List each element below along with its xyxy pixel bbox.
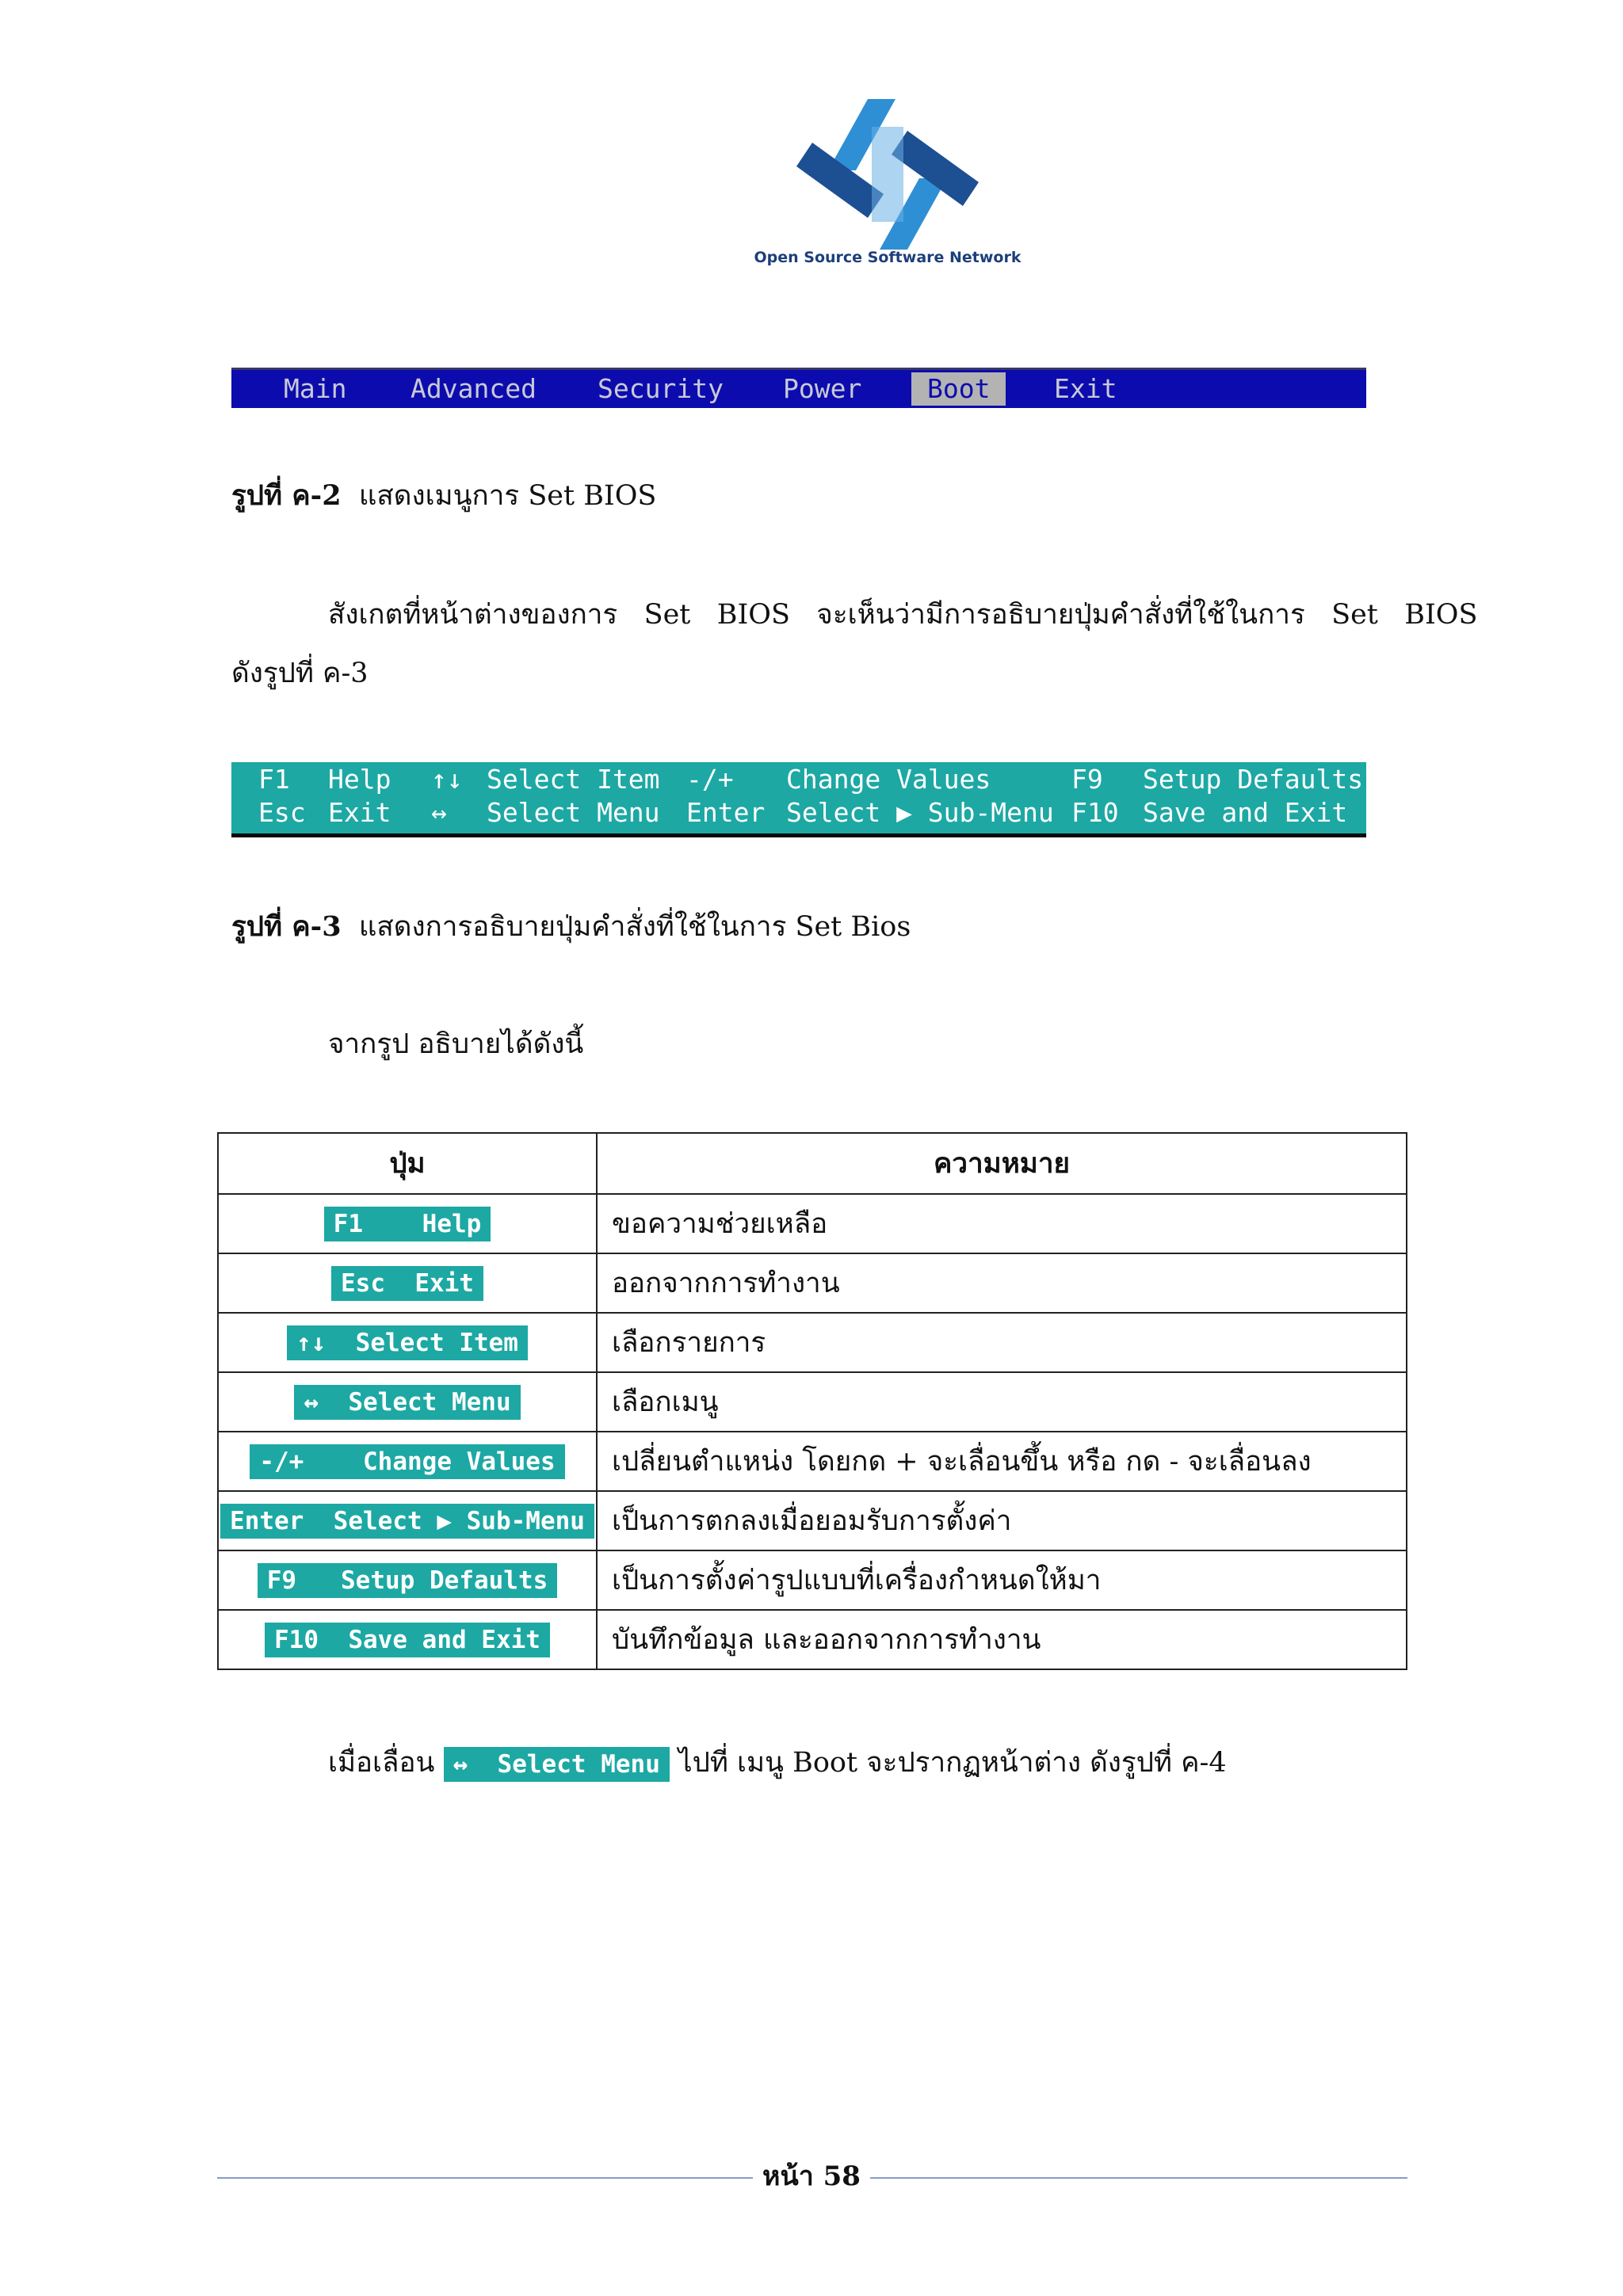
caption-text: แสดงเมนูการ Set BIOS: [358, 480, 657, 512]
key-meaning-table: [217, 1132, 1407, 1670]
caption-text: แสดงการอธิบายปุ่มคำสั่งที่ใช้ในการ Set Bios: [358, 911, 911, 943]
help-desc: Setup Defaults: [1143, 764, 1364, 795]
menu-item-advanced: Advanced: [411, 373, 537, 404]
paragraph-line: สังเกตที่หน้าต่างของการ Set BIOS จะเห็นว่ามีการอธิบายปุ่มคำสั่งที่ใช้ในการ Set BIOS: [328, 599, 1478, 631]
closing-before: เมื่อเลื่อน: [328, 1747, 435, 1779]
table-row: [218, 1550, 1407, 1610]
meaning-cell: ออกจากการทำงาน: [597, 1253, 1407, 1313]
help-key: ↑↓: [431, 764, 463, 795]
meaning-cell: บันทึกข้อมูล และออกจากการทำงาน: [597, 1610, 1407, 1669]
key-chip-f9: F9 Setup Defaults: [258, 1563, 558, 1598]
meaning-cell: ขอความช่วยเหลือ: [597, 1194, 1407, 1253]
caption-label: รูปที่ ค-2: [231, 479, 342, 512]
key-chip-f10: F10 Save and Exit: [265, 1623, 550, 1657]
table-row: [218, 1491, 1407, 1550]
help-desc: Select Item: [487, 764, 660, 795]
help-key: Enter: [686, 797, 766, 828]
page-number: หน้า 58: [762, 2161, 861, 2192]
footer-rule-right: [870, 2177, 1407, 2179]
menu-item-exit: Exit: [1054, 373, 1117, 404]
help-key: -/+: [686, 764, 734, 795]
help-key: F9: [1071, 764, 1103, 795]
logo-text: Open Source Software Network: [754, 249, 1022, 266]
meaning-cell: เป็นการตกลงเมื่อยอมรับการตั้งค่า: [597, 1491, 1407, 1550]
osn-logo-icon: [713, 87, 1062, 269]
help-desc: Select ▶ Sub-Menu: [786, 797, 1054, 828]
menu-item-boot: Boot: [911, 372, 1006, 406]
meaning-cell: เปลี่ยนตำแหน่ง โดยกด + จะเลื่อนขึ้น หรือ กด - จะเลื่อนลง: [597, 1432, 1407, 1491]
table-row: [218, 1194, 1407, 1253]
bios-menu-bar: [231, 368, 1366, 408]
help-desc: Save and Exit: [1143, 797, 1348, 828]
key-chip-f1: F1 Help: [324, 1207, 491, 1241]
meaning-cell: เป็นการตั้งค่ารูปแบบที่เครื่องกำหนดให้มา: [597, 1550, 1407, 1610]
menu-item-main: Main: [284, 373, 347, 404]
menu-item-security: Security: [598, 373, 724, 404]
key-chip-esc: Esc Exit: [331, 1266, 483, 1301]
key-chip-select-menu: ↔ Select Menu: [294, 1385, 520, 1420]
paragraph-line: ดังรูปที่ ค-3: [231, 658, 369, 689]
key-chip-enter: Enter Select ▶ Sub-Menu: [220, 1504, 594, 1539]
menu-item-power: Power: [783, 373, 862, 404]
help-desc: Exit: [328, 797, 391, 828]
help-key: F1: [258, 764, 290, 795]
table-row: [218, 1610, 1407, 1669]
help-key: Esc: [258, 797, 306, 828]
closing-after: ไปที่ เมนู Boot จะปรากฏหน้าต่าง ดังรูปที่ ค-4: [678, 1747, 1227, 1779]
logo: [713, 87, 1062, 285]
key-chip-select-item: ↑↓ Select Item: [287, 1325, 528, 1360]
header-meaning: ความหมาย: [597, 1133, 1407, 1194]
table-row: [218, 1313, 1407, 1372]
table-header-row: [218, 1133, 1407, 1194]
header-key: ปุ่ม: [218, 1133, 597, 1194]
meaning-cell: เลือกรายการ: [597, 1313, 1407, 1372]
table-row: [218, 1372, 1407, 1432]
table-row: [218, 1253, 1407, 1313]
paragraph-line: จากรูป อธิบายได้ดังนี้: [328, 1028, 584, 1060]
meaning-cell: เลือกเมนู: [597, 1372, 1407, 1432]
caption-figure-k2: [231, 477, 656, 515]
caption-label: รูปที่ ค-3: [231, 910, 342, 943]
help-key: ↔: [431, 797, 447, 828]
footer-rule-left: [217, 2177, 753, 2179]
bios-help-bar: [231, 762, 1366, 837]
help-key: F10: [1071, 797, 1119, 828]
help-desc: Help: [328, 764, 391, 795]
closing-paragraph: [328, 1743, 1227, 1783]
help-desc: Select Menu: [487, 797, 660, 828]
table-row: [218, 1432, 1407, 1491]
key-chip-inline-select-menu: ↔ Select Menu: [444, 1747, 670, 1782]
caption-figure-k3: [231, 908, 911, 946]
key-chip-change-values: -/+ Change Values: [250, 1444, 564, 1479]
help-desc: Change Values: [786, 764, 991, 795]
